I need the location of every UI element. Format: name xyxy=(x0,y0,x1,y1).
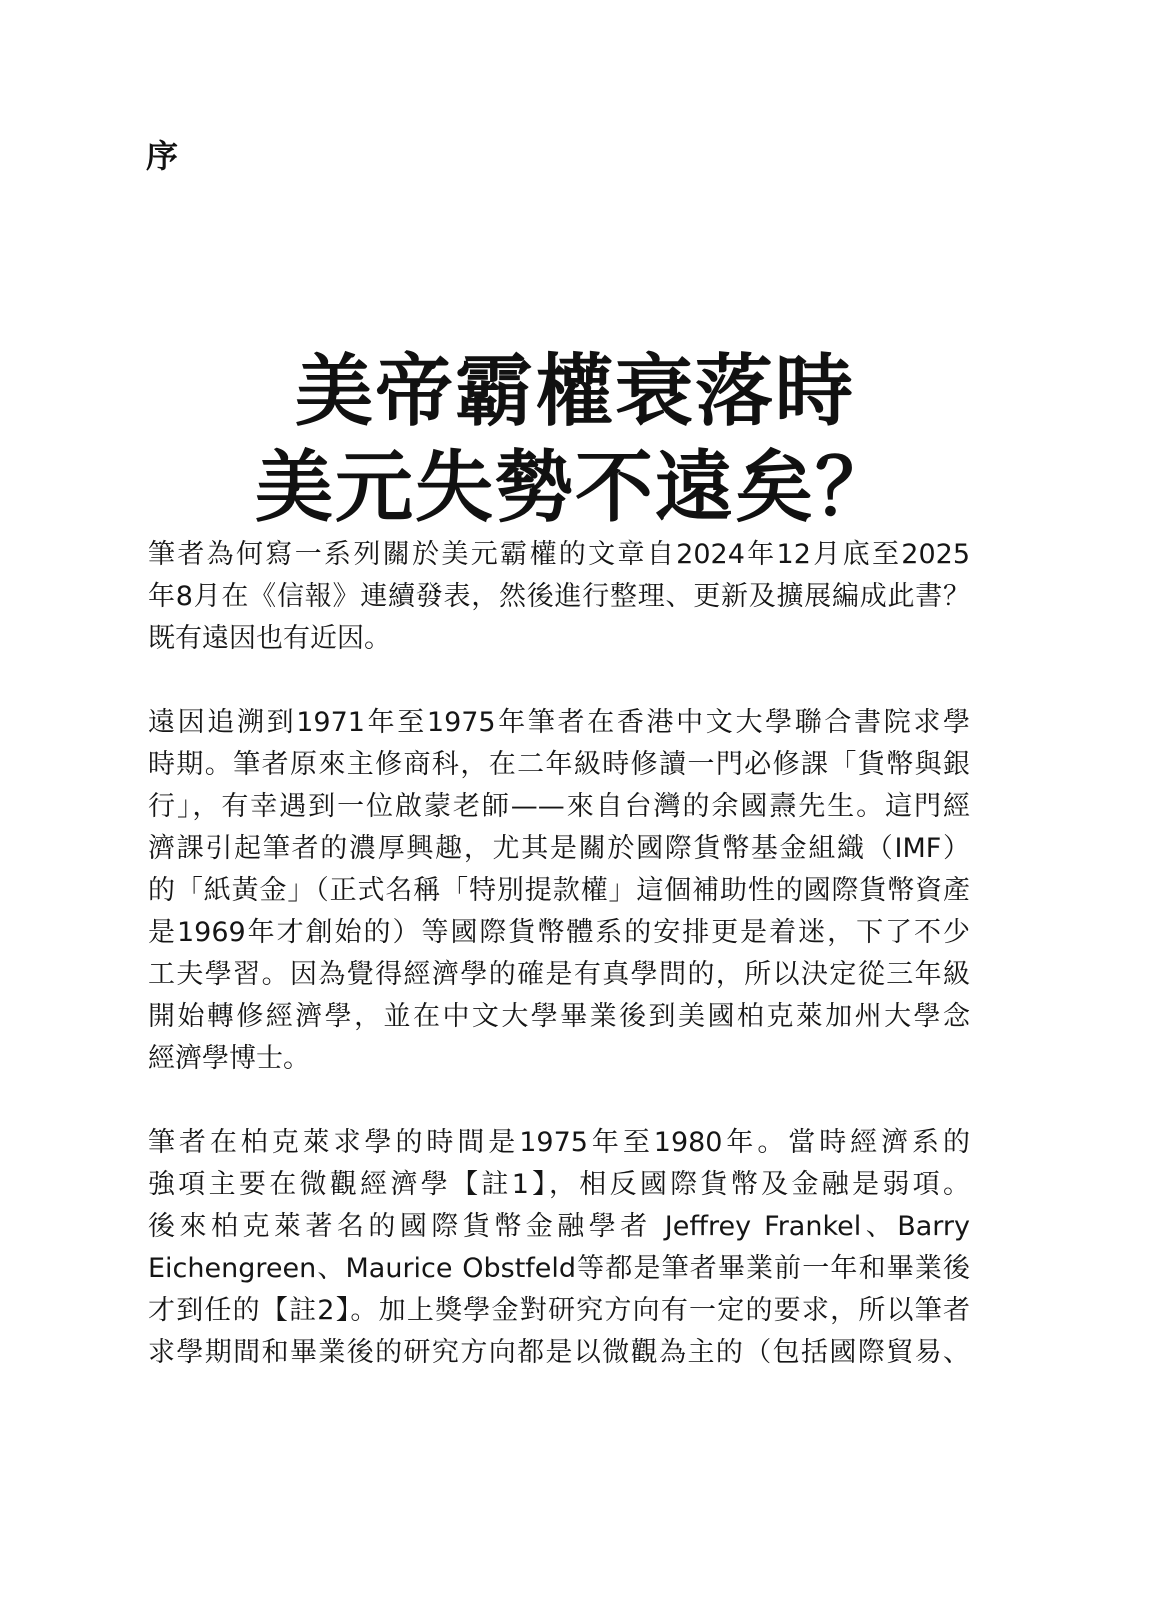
text-line: 年8月在《信報》連續發表，然後進行整理、更新及擴展編成此書？ xyxy=(148,581,970,612)
chapter-title-line-1: 美帝霸權衰落時 xyxy=(294,346,855,438)
text-line: 筆者在柏克萊求學的時間是1975年至1980年。當時經濟系的 xyxy=(148,1127,970,1158)
chapter-title xyxy=(0,344,1150,536)
section-label: 序 xyxy=(146,137,179,175)
text-line: 遠因追溯到1971年至1975年筆者在香港中文大學聯合書院求學 xyxy=(148,707,970,738)
text-line: 經濟學博士。 xyxy=(148,1043,310,1074)
paragraph xyxy=(148,1122,970,1374)
text-line: 筆者為何寫一系列關於美元霸權的文章自2024年12月底至2025 xyxy=(148,539,970,570)
text-line: 時期。筆者原來主修商科，在二年級時修讀一門必修課「貨幣與銀 xyxy=(148,749,970,780)
text-line: 才到任的【註2】。加上獎學金對研究方向有一定的要求，所以筆者 xyxy=(148,1295,970,1326)
text-line: 濟課引起筆者的濃厚興趣，尤其是關於國際貨幣基金組織（IMF） xyxy=(148,833,970,864)
text-line: 後來柏克萊著名的國際貨幣金融學者 Jeffrey Frankel、Barry xyxy=(148,1211,970,1242)
paragraph xyxy=(148,702,970,1080)
text-line: Eichengreen、Maurice Obstfeld等都是筆者畢業前一年和畢業後 xyxy=(148,1253,970,1284)
text-line: 求學期間和畢業後的研究方向都是以微觀為主的（包括國際貿易、 xyxy=(148,1337,970,1368)
text-line: 行」，有幸遇到一位啟蒙老師——來自台灣的余國燾先生。這門經 xyxy=(148,791,970,822)
text-line: 開始轉修經濟學，並在中文大學畢業後到美國柏克萊加州大學念 xyxy=(148,1001,970,1032)
text-line: 是1969年才創始的）等國際貨幣體系的安排更是着迷，下了不少 xyxy=(148,917,970,948)
paragraph xyxy=(148,534,970,660)
text-line: 既有遠因也有近因。 xyxy=(148,623,391,654)
text-line: 工夫學習。因為覺得經濟學的確是有真學問的，所以決定從三年級 xyxy=(148,959,970,990)
text-line: 的「紙黃金」（正式名稱「特別提款權」這個補助性的國際貨幣資產 xyxy=(148,875,970,906)
chapter-title-line-2: 美元失勢不遠矣？ xyxy=(254,442,895,534)
text-line: 強項主要在微觀經濟學【註1】，相反國際貨幣及金融是弱項。 xyxy=(148,1169,970,1200)
body-text xyxy=(148,534,970,1416)
